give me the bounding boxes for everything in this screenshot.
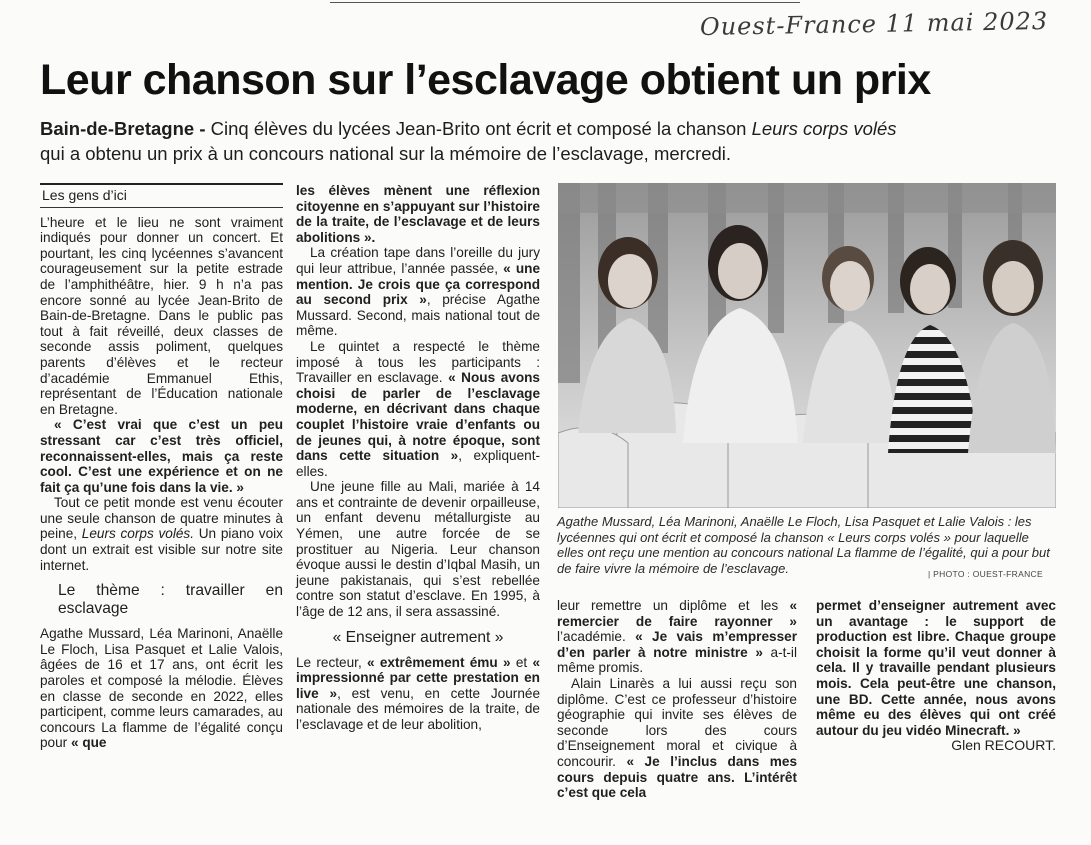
col2-p2-quote: « une mention. Je crois que ça correspond au second prix » — [296, 260, 540, 308]
col1-p3-text: Tout ce petit monde est venu écouter une seule chanson de quatre minutes à peine, — [40, 495, 283, 542]
col4-paragraph-1 — [816, 598, 1056, 738]
col2-p3-quote: « Nous avons choisi de parler de l’esclavage moderne, en décrivant dans chaque couplet l’histoire vraie d’enfants ou de jeunes qui, à notre époque, sont dans cette situation » — [296, 370, 540, 464]
col3-paragraph-1 — [557, 598, 797, 676]
article-column-2 — [296, 183, 540, 733]
col2-paragraph-5 — [296, 655, 540, 733]
col2-p5-quote-2: « impressionné par cette prestation en live » — [296, 654, 540, 701]
col1-p4-quote-start: « que — [70, 735, 107, 751]
lead-separator: - — [194, 118, 211, 139]
col2-p5-quote-1: « extrêmement ému » — [367, 654, 511, 670]
col2-p3-text: Le quintet a respecté le thème imposé à tous les participants : Travailler en esclavage. — [296, 338, 540, 386]
col1-p4-text: Agathe Mussard, Léa Marinoni, Anaëlle Le Floch, Lisa Pasquet et Lalie Valois, âgées de 16 et 17 ans, ont écrit les paroles et composé la mélodie. Élèves en classe de seconde en 2022, elles participent, comme leurs camarades, au concours La flamme de l’égalité conçu pour — [40, 626, 283, 751]
lead-song-title: Leurs corps volés — [751, 118, 897, 139]
lead-text-1: Cinq élèves du lycées Jean-Brito ont écrit et composé la chanson — [210, 118, 752, 139]
section-rubric: Les gens d’ici — [40, 183, 283, 208]
article-headline: Leur chanson sur l’esclavage obtient un prix — [40, 56, 931, 104]
col3-p1-quote-1: « remercier de faire rayonner » — [557, 598, 797, 629]
col2-paragraph-1 — [296, 183, 540, 245]
col2-p5-text: Le recteur, — [296, 654, 368, 670]
col2-p5-text-mid: et — [510, 654, 533, 670]
col1-paragraph-1: L’heure et le lieu ne sont vraiment indiqués pour donner un concert. Et pourtant, les cinq lycéennes s’avancent courageusement sur la petite estrade de l’amphithéâtre, hier. 9 h n’a pas encore sonné au lycée Jean-Brito de Bain-de-Bretagne. Dans le public pas tout à fait réveillé, deux classes de seconde assis poliment, quelques parents d’élèves et le recteur d’académie Emmanuel Ethis, représentant de l’Éducation nationale en Bretagne. — [40, 214, 283, 417]
col1-song-title: Leurs corps volés. — [81, 526, 194, 542]
col1-quote: « C’est vrai que c’est un peu stressant car c’est très officiel, reconnaissent-elles, mais ça reste cool. C’est une expérience et on ne fait ça qu’une fois dans la vie. » — [40, 417, 283, 495]
col1-paragraph-4 — [40, 626, 283, 751]
subhead-enseigner: « Enseigner autrement » — [332, 628, 504, 646]
col1-paragraph-3 — [40, 495, 283, 573]
col3-p2-text: Alain Linarès a lui aussi reçu son diplôme. C’est ce professeur d’histoire géographie qui invite ses élèves de seconde lors des cours d’Enseignement moral et civique à concourir. — [557, 675, 797, 769]
col3-p1-text-end: a-t-il même promis. — [557, 644, 797, 676]
lead-text-2: qui a obtenu un prix à un concours national sur la mémoire de l’esclavage, mercredi. — [40, 143, 732, 164]
col2-p1-quote: les élèves mènent une réflexion citoyenne en s’appuyant sur l’histoire de la traite, de l’esclavage et de leurs abolitions ». — [296, 183, 540, 245]
article-column-4 — [816, 598, 1056, 754]
photo-credit: | PHOTO : OUEST-FRANCE — [928, 569, 1043, 579]
col2-p3-text-end: , expliquent-elles. — [296, 448, 540, 479]
col2-p2-text: La création tape dans l’oreille du jury qui leur attribue, l’année passée, — [296, 245, 540, 276]
photo-five-students — [558, 183, 1056, 508]
article-column-3 — [557, 598, 797, 801]
photo-caption: Agathe Mussard, Léa Marinoni, Anaëlle Le Floch, Lisa Pasquet et Lalie Valois : les lycéennes qui ont écrit et composé la chanson « Leurs corps volés » pour laquelle elles ont reçu une mention au concours national La flamme de l’égalité, qui a pour but de faire vivre la mémoire de l’esclavage. — [557, 514, 1050, 576]
col1-paragraph-2 — [40, 417, 283, 495]
col1-p3-text-end: Un piano voix dont un extrait est visible sur notre site internet. — [40, 526, 283, 573]
col3-paragraph-2 — [557, 676, 797, 801]
col2-paragraph-3 — [296, 339, 540, 479]
top-rule — [330, 2, 800, 3]
source-handwritten-note: Ouest-France 11 mai 2023 — [699, 6, 1049, 42]
article-photo — [558, 183, 1056, 508]
col2-p2-text-end: , précise Agathe Mussard. Second, mais national tout de même. — [296, 292, 540, 339]
col4-p1-quote: permet d’enseigner autrement avec un avantage : le support de production est libre. Chaque groupe choisit la forme qu’il veut donner à cela. Il y travaille pendant plusieurs mois. Cela peut-être une chanson, une BD. Cette année, nous avons même eu des élèves qui ont créé autour du jeu vidéo Minecraft. » — [816, 598, 1056, 738]
col2-paragraph-4: Une jeune fille au Mali, mariée à 14 ans et contrainte de devenir orpailleuse, un enfant devenu métallurgiste au Yémen, une autre forcée de se prostituer au Nigeria. Leur chanson évoque aussi le destin d’Iqbal Masih, un jeune pakistanais, qui s’est rebellée contre son statut d’esclave. En 1995, à l’âge de 12 ans, il sera assassiné. — [296, 479, 540, 620]
col2-p5-text-end: , est venu, en cette Journée nationale des mémoires de la traite, de l’esclavage et de leur abolition, — [296, 685, 541, 732]
author-signature: Glen RECOURT. — [951, 737, 1056, 754]
col3-p1-text: leur remettre un diplôme et les — [557, 598, 790, 613]
col3-p1-quote-2: « Je vais m’empresser d’en parler à notre ministre » — [557, 629, 797, 660]
col3-p2-quote: « Je l’inclus dans mes cours depuis quatre ans. L’intérêt c’est que cela — [557, 753, 798, 801]
col2-paragraph-2 — [296, 245, 540, 339]
article-column-1 — [40, 183, 283, 751]
lead-place: Bain-de-Bretagne — [40, 118, 195, 139]
subhead-theme: Le thème : travailler en esclavage — [58, 582, 283, 618]
col3-p1-text-mid: l’académie. — [557, 629, 636, 645]
article-lead — [40, 116, 900, 166]
